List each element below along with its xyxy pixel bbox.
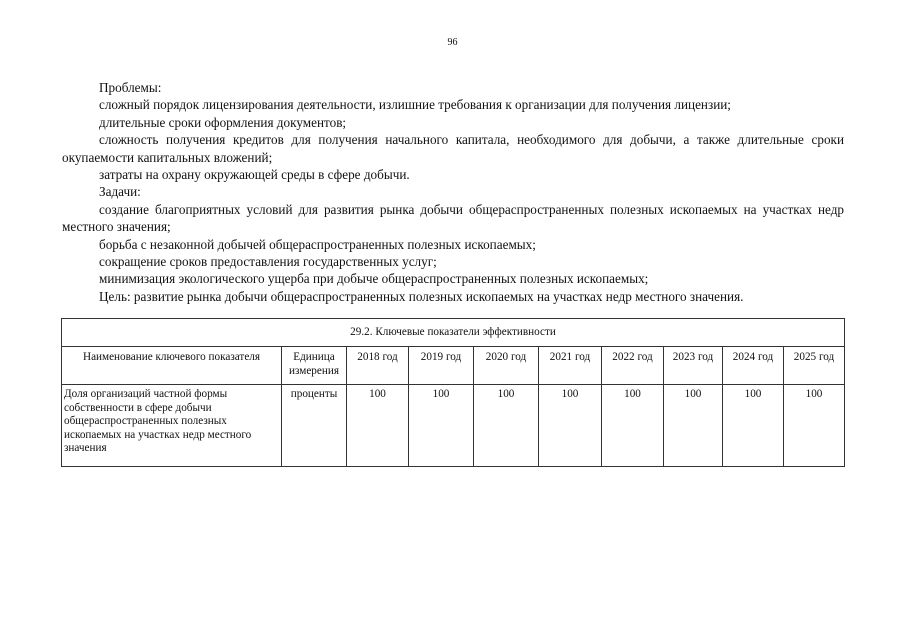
header-year-2021: 2021 год	[539, 347, 602, 385]
table-header-row	[62, 347, 845, 385]
paragraph-task-services: сокращение сроков предоставления государственных услуг;	[99, 254, 437, 270]
body-text	[62, 79, 844, 305]
row-value-2023: 100	[664, 385, 723, 467]
header-unit: Единица измерения	[282, 347, 347, 385]
paragraph-problem-documents: длительные сроки оформления документов;	[99, 114, 347, 130]
page-number: 96	[447, 37, 458, 48]
row-unit: проценты	[282, 385, 347, 467]
header-indicator: Наименование ключевого показателя	[62, 347, 282, 385]
paragraph-task-illegal-mining: борьба с незаконной добычей общераспространенных полезных ископаемых;	[99, 236, 536, 252]
header-year-2025: 2025 год	[784, 347, 845, 385]
table-caption: 29.2. Ключевые показатели эффективности	[62, 319, 845, 347]
row-value-2021: 100	[539, 385, 602, 467]
row-value-2019: 100	[409, 385, 474, 467]
row-value-2025: 100	[784, 385, 845, 467]
row-indicator-name: Доля организаций частной формы собственности в сфере добычи общераспространенных полезных ископаемых на участках недр местного значения	[62, 385, 282, 467]
header-year-2024: 2024 год	[723, 347, 784, 385]
header-year-2019: 2019 год	[409, 347, 474, 385]
kpi-table	[61, 318, 845, 467]
row-value-2020: 100	[474, 385, 539, 467]
table-row	[62, 385, 845, 467]
row-value-2024: 100	[723, 385, 784, 467]
paragraph-problem-credits: сложность получения кредитов для получения начального капитала, необходимого для добычи, а также длительные сроки окупаемости капитальных вложений;	[62, 132, 844, 165]
paragraph-problem-licensing: сложный порядок лицензирования деятельности, излишние требования к организации для получения лицензии;	[99, 97, 731, 113]
row-value-2022: 100	[602, 385, 664, 467]
paragraph-problem-environment: затраты на охрану окружающей среды в сфере добычи.	[99, 167, 410, 183]
header-year-2022: 2022 год	[602, 347, 664, 385]
paragraph-task-conditions: создание благоприятных условий для развития рынка добычи общераспространенных полезных ископаемых на участках недр местного значения;	[62, 201, 844, 235]
paragraph-problems-heading: Проблемы:	[99, 80, 162, 95]
header-year-2018: 2018 год	[347, 347, 409, 385]
header-year-2020: 2020 год	[474, 347, 539, 385]
paragraph-tasks-heading: Задачи:	[99, 184, 141, 200]
paragraph-goal: Цель: развитие рынка добычи общераспространенных полезных ископаемых на участках недр местного значения.	[99, 288, 744, 304]
row-value-2018: 100	[347, 385, 409, 467]
paragraph-task-ecology: минимизация экологического ущерба при добыче общераспространенных полезных ископаемых;	[99, 271, 649, 287]
header-year-2023: 2023 год	[664, 347, 723, 385]
